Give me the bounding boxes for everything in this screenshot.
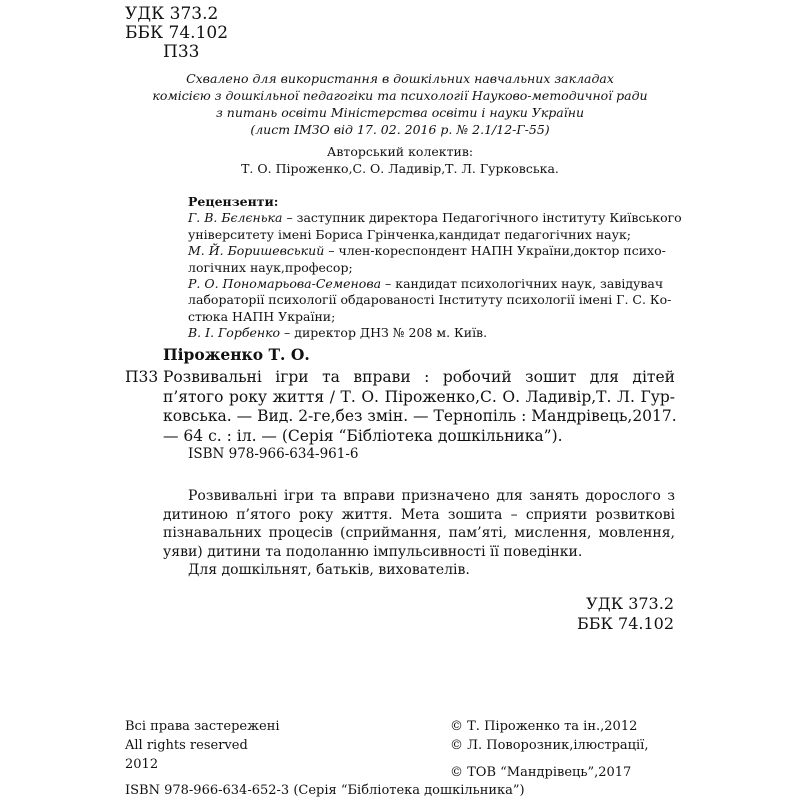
abstract-line: дитиною п’ятого року життя. Мета зошита – сприяти розвиткові — [163, 506, 675, 523]
rights-block — [125, 717, 280, 774]
reviewer-name: Г. В. Бєлєнька — [188, 210, 283, 226]
reviewer-entry — [188, 325, 682, 341]
authors-names: Т. О. Піроженко,С. О. Ладивір,Т. Л. Гурковська. — [241, 161, 559, 176]
catalog-line: п’ятого року життя / Т. О. Піроженко,С. О. Ладивір,Т. Л. Гур- — [163, 387, 675, 406]
catalog-author: Піроженко Т. О. — [163, 345, 310, 364]
abstract — [163, 487, 675, 580]
udk-code-bottom: УДК 373.2 — [586, 594, 674, 613]
rights-year: 2012 — [125, 757, 159, 772]
reviewer-role-cont: логічних наук,професор; — [188, 259, 353, 275]
isbn: ISBN 978-966-634-961-6 — [188, 446, 359, 462]
reviewer-role-cont: лабораторії психології обдарованості Інституту психології імені Г. С. Ко- — [188, 292, 672, 308]
reviewer-role-cont: університету імені Бориса Грінченка,кандидат педагогічних наук; — [188, 226, 632, 242]
catalog-description — [163, 368, 675, 446]
abstract-line: пізнавальних процесів (сприймання, пам’яті, мислення, мовлення, — [163, 525, 675, 541]
reviewer-entry — [188, 276, 682, 292]
rights-en: All rights reserved — [125, 738, 248, 753]
classification-block — [577, 594, 674, 634]
abstract-line: уяви) дитини та подоланню імпульсивності її поведінки. — [163, 543, 583, 560]
udk-code: УДК 373.2 — [125, 4, 219, 24]
reviewers-block — [188, 194, 682, 342]
isbn-series: ISBN 978-966-634-652-3 (Серія “Бібліотека дошкільника”) — [125, 783, 525, 798]
reviewer-role: – заступник директора Педагогічного інституту Київського — [282, 210, 682, 226]
approval-line: з питань освіти Міністерства освіти і науки України — [215, 105, 585, 120]
catalog-line: ковська. — Вид. 2-ге,без змін. — Тернопіль : Мандрівець,2017. — [163, 407, 677, 425]
catalog-line: — 64 с. : іл. — (Серія “Бібліотека дошкільника”). — [163, 426, 563, 445]
reviewer-role-cont: стюка НАПН України; — [188, 308, 336, 324]
authors-label: Авторський колектив: — [326, 144, 474, 159]
authors-block — [100, 143, 700, 177]
reviewer-entry — [188, 210, 682, 226]
approval-line: (лист ІМЗО від 17. 02. 2016 р. № 2.1/12-Г-55) — [250, 122, 550, 137]
approval-line: Схвалено для використання в дошкільних навчальних закладах — [186, 71, 614, 86]
copyright-publisher: © ТОВ “Мандрівець”,2017 — [450, 765, 632, 780]
reviewer-role: – директор ДНЗ № 208 м. Київ. — [280, 325, 488, 341]
catalog-line: Розвивальні ігри та вправи : робочий зошит для дітей — [163, 368, 675, 386]
bbk-code-bottom: ББК 74.102 — [577, 614, 674, 633]
catalog-code: П33 — [125, 368, 159, 386]
reviewer-role: – член-кореспондент НАПН України,доктор психо- — [324, 243, 666, 259]
abstract-line: Розвивальні ігри та вправи призначено для занять дорослого з — [188, 488, 675, 504]
copyright-authors: © Т. Піроженко та ін.,2012 — [450, 719, 638, 734]
reviewer-role: – кандидат психологічних наук, завідувач — [381, 276, 664, 292]
reviewer-entry — [188, 243, 682, 259]
approval-statement — [100, 70, 700, 138]
reviewer-name: Р. О. Пономарьова-Семенова — [188, 276, 382, 292]
reviewer-name: В. І. Горбенко — [188, 325, 281, 341]
rights-ua: Всі права застережені — [125, 719, 280, 734]
reviewer-name: М. Й. Боришевський — [188, 243, 325, 259]
copyright-block — [450, 717, 648, 782]
approval-line: комісією з дошкільної педагогіки та психології Науково-методичної ради — [152, 88, 648, 103]
reviewers-title: Рецензенти: — [188, 194, 279, 209]
copyright-illustrations: © Л. Поворозник,ілюстрації, — [450, 738, 649, 753]
bbk-code: ББК 74.102 — [125, 23, 229, 43]
author-mark: П33 — [163, 42, 200, 62]
abstract-audience: Для дошкільнят, батьків, вихователів. — [188, 562, 470, 578]
